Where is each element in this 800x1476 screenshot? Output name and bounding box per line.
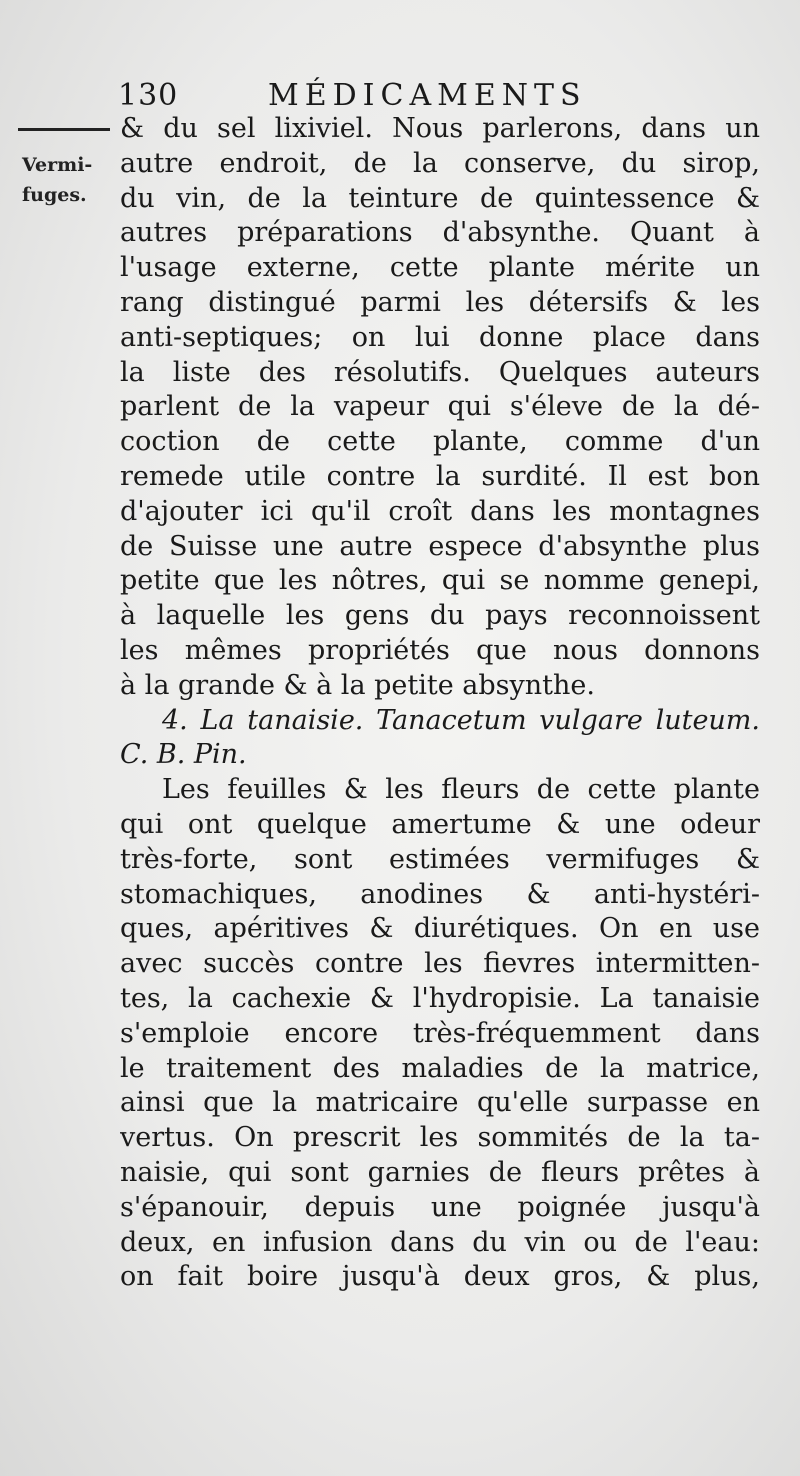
text-line: naisie, qui sont garnies de fleurs prêtes à [120,1156,760,1188]
text-line: avec succès contre les fievres intermitten- [120,948,760,980]
text-line: autres préparations d'absynthe. Quant à [120,217,760,249]
margin-rule [18,128,110,131]
text-line: remede utile contre la surdité. Il est bon [120,460,760,492]
text-line: s'épanouir, depuis une poignée jusqu'à [120,1191,760,1223]
page-number: 130 [118,78,179,113]
text-line: anti-septiques; on lui donne place dans [120,321,760,353]
text-line: ques, apéritives & diurétiques. On en use [120,913,760,945]
text-line: le traitement des maladies de la matrice, [120,1052,760,1084]
text-line: rang distingué parmi les détersifs & les [120,286,760,318]
margin-note [22,150,102,210]
text-line: les mêmes propriétés que nous donnons [120,634,760,666]
text-line: stomachiques, anodines & anti-hystéri- [120,878,760,910]
text-line: ainsi que la matricaire qu'elle surpasse en [120,1087,760,1119]
text-line: & du sel lixiviel. Nous parlerons, dans un [120,113,760,144]
margin-note-line: Vermi- [22,154,93,176]
text-line: l'usage externe, cette plante mérite un [120,252,760,284]
text-line: du vin, de la teinture de quintessence & [120,182,760,214]
text-line: coction de cette plante, comme d'un [120,426,760,458]
text-line: qui ont quelque amertume & une odeur [120,808,760,840]
text-line: autre endroit, de la conserve, du sirop, [120,147,760,179]
text-line: très-forte, sont estimées vermifuges & [120,843,760,875]
body-text [120,112,760,1295]
text-line: de Suisse une autre espece d'absynthe plus [120,530,760,562]
text-line: Les feuilles & les fleurs de cette plante [162,774,760,806]
text-line: à laquelle les gens du pays reconnoissent [120,600,760,632]
text-line: deux, en infusion dans du vin ou de l'eau: [120,1226,760,1258]
species-reference: C. B. Pin. [120,739,247,771]
text-line: on fait boire jusqu'à deux gros, & plus, [120,1261,760,1293]
text-line: à la grande & à la petite absynthe. [120,669,595,701]
text-line: la liste des résolutifs. Quelques auteurs [120,356,760,388]
text-line: d'ajouter ici qu'il croît dans les montagnes [120,495,760,527]
text-line: petite que les nôtres, qui se nomme genepi, [120,565,760,597]
text-line: parlent de la vapeur qui s'éleve de la dé- [120,391,760,423]
species-heading: 4. La tanaisie. Tanacetum vulgare luteum. [162,704,760,736]
margin-note-line: fuges. [22,184,87,206]
text-line: vertus. On prescrit les sommités de la ta- [120,1122,760,1154]
text-line: s'emploie encore très-fréquemment dans [120,1017,760,1049]
text-line: tes, la cachexie & l'hydropisie. La tanaisie [120,982,760,1014]
running-title: MÉDICAMENTS [268,78,587,113]
